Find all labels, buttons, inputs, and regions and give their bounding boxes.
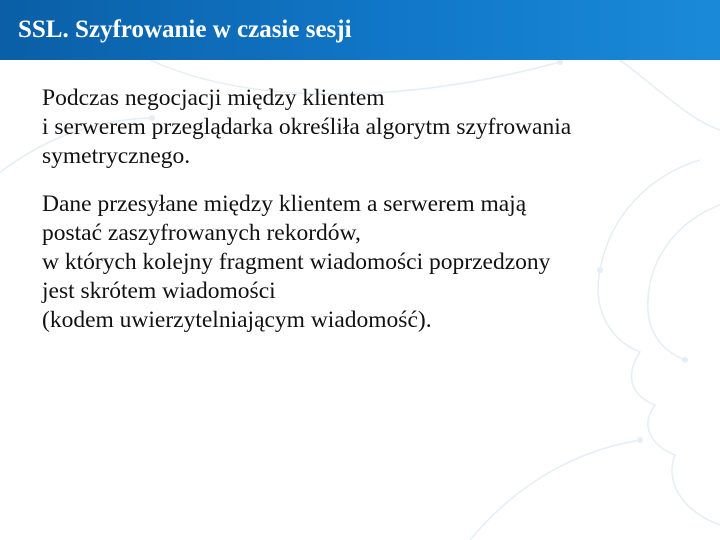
text-line: postać zaszyfrowanych rekordów, (42, 220, 361, 246)
slide-title: SSL. Szyfrowanie w czasie sesji (18, 16, 352, 43)
text-line: jest skrótem wiadomości (42, 278, 276, 304)
text-line: Podczas negocjacji między klientem (42, 85, 385, 111)
text-line: (kodem uwierzytelniającym wiadomość). (42, 307, 432, 333)
text-line: symetrycznego. (42, 143, 191, 169)
slide-body (42, 84, 692, 354)
decor-dot (637, 437, 643, 443)
header-bar (0, 0, 720, 60)
text-line: w których kolejny fragment wiadomości poprzedzony (42, 249, 551, 275)
decor-arc-bottom (470, 440, 640, 540)
paragraph-2 (42, 190, 692, 335)
paragraph-1 (42, 84, 692, 171)
text-line: i serwerem przeglądarka określiła algorytm szyfrowania (42, 114, 572, 140)
decor-dot (682, 357, 688, 363)
text-line: Dane przesyłane między klientem a serwerem mają (42, 191, 527, 217)
